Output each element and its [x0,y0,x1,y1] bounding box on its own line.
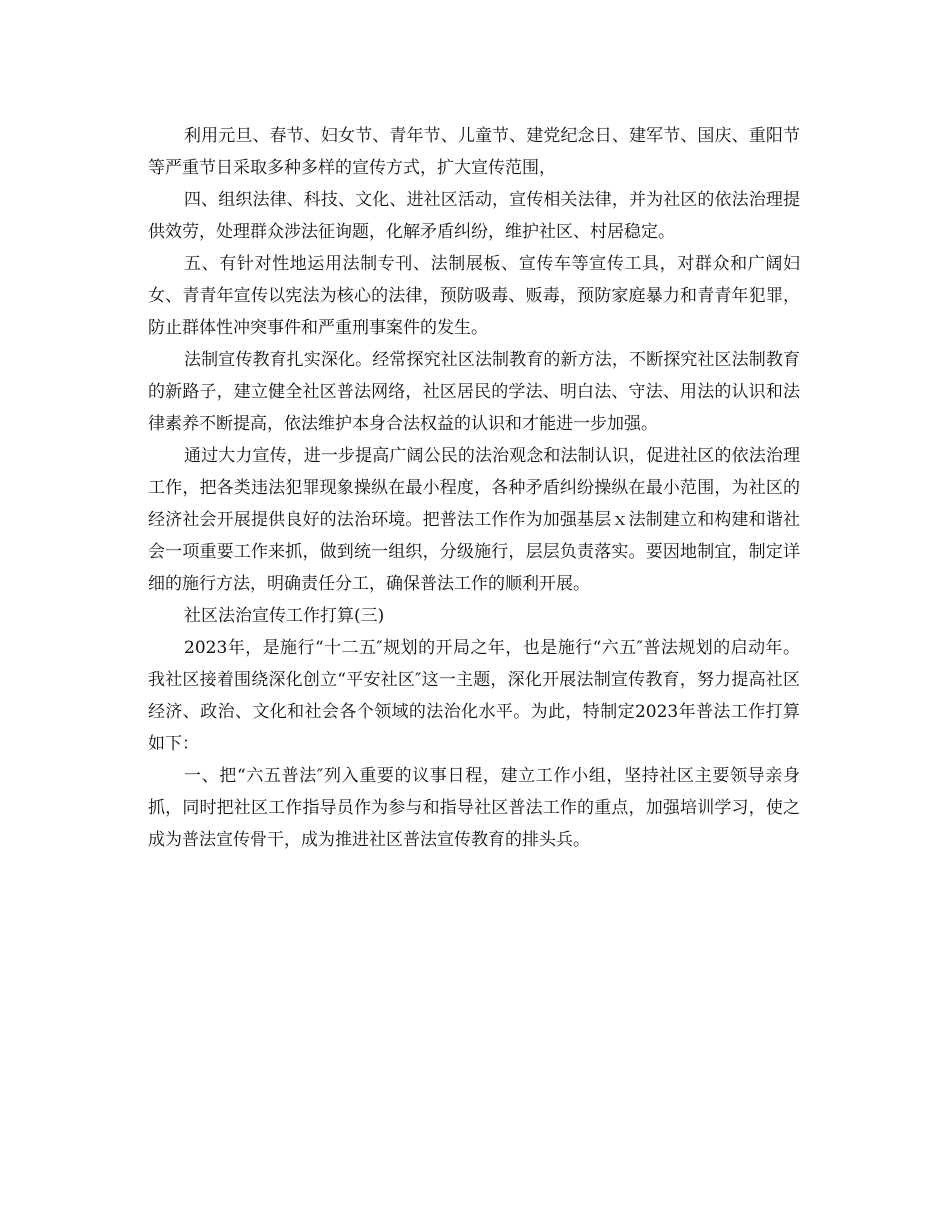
paragraph-item-five: 五、有针对性地运用法制专刊、法制展板、宣传车等宣传工具，对群众和广阔妇女、青青年宣传以宪法为核心的法律，预防吸毒、贩毒，预防家庭暴力和青青年犯罪，防止群体性冲突事件和严重刑事案件的发生。 [148,254,800,338]
paragraph-plan-intro: 2023年，是施行“十二五″规划的开局之年，也是施行“六五″普法规划的启动年。我社区接着围绕深化创立“平安社区″这一主题，深化开展法制宣传教育，努力提高社区经济、政治、文化和社会各个领域的法治化水平。为此，特制定2023年普法工作打算如下： [148,638,800,754]
paragraph-legal-education: 法制宣传教育扎实深化。经常探究社区法制教育的新方法，不断探究社区法制教育的新路子，建立健全社区普法网络，社区居民的学法、明白法、守法、用法的认识和法律素养不断提高，依法维护本身合法权益的认识和才能进一步加强。 [148,350,800,434]
document-body [148,120,800,856]
paragraph-publicity-goals: 通过大力宣传，进一步提高广阔公民的法治观念和法制认识，促进社区的依法治理工作，把各类违法犯罪现象操纵在最小程度，各种矛盾纠纷操纵在最小范围，为社区的经济社会开展提供良好的法治环境。把普法工作作为加强基层ｘ法制建立和构建和谐社会一项重要工作来抓，做到统一组织，分级施行，层层负责落实。要因地制宜，制定详细的施行方法，明确责任分工，确保普法工作的顺利开展。 [148,446,800,594]
paragraph-item-four: 四、组织法律、科技、文化、进社区活动，宣传相关法律，并为社区的依法治理提供效劳，处理群众涉法征询题，化解矛盾纠纷，维护社区、村居稳定。 [148,190,800,242]
section-title: 社区法治宣传工作打算(三) [184,606,385,626]
paragraph-festival-publicity: 利用元旦、春节、妇女节、青年节、儿童节、建党纪念日、建军节、国庆、重阳节等严重节日采取多种多样的宣传方式，扩大宣传范围， [148,126,800,178]
paragraph-plan-item-one: 一、把“六五普法″列入重要的议事日程，建立工作小组，坚持社区主要领导亲身抓，同时把社区工作指导员作为参与和指导社区普法工作的重点，加强培训学习，使之成为普法宣传骨干，成为推进社区普法宣传教育的排头兵。 [148,766,800,850]
